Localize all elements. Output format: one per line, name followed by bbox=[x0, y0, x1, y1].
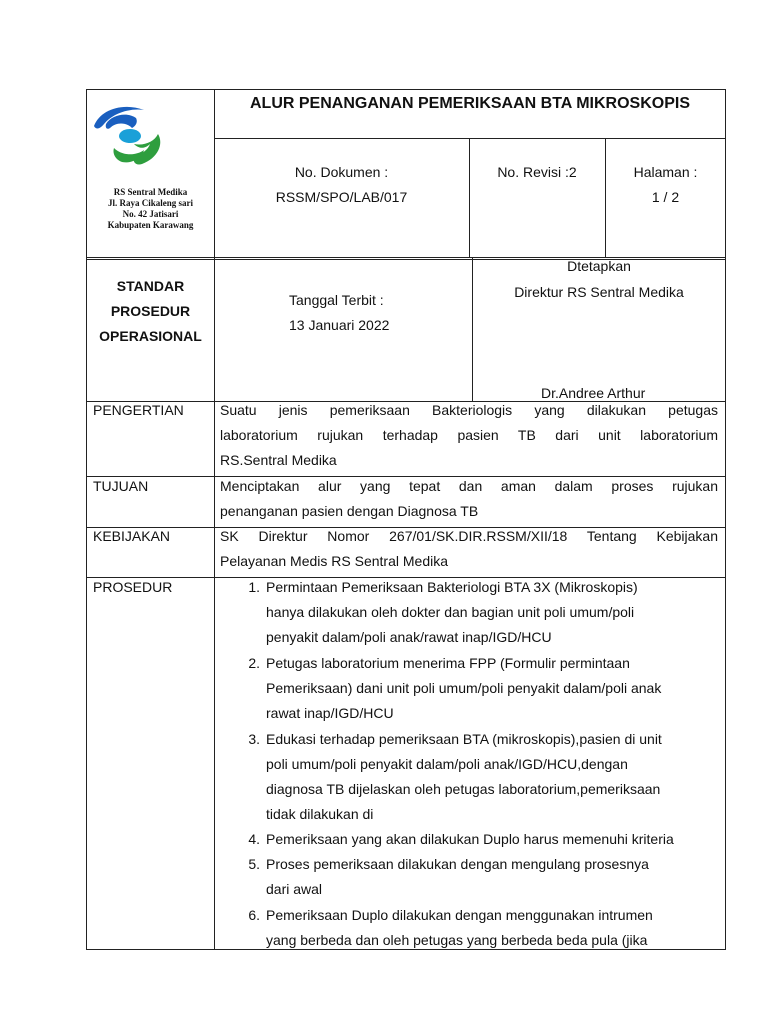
prosedur-item-2-line-1: Petugas laboratorium menerima FPP (Formulir permintaan bbox=[266, 655, 630, 671]
hospital-logo-icon bbox=[92, 104, 174, 172]
sop-label-line-2: PROSEDUR bbox=[110, 303, 191, 319]
prosedur-item-3-line-4: tidak dilakukan di bbox=[266, 806, 374, 822]
page-label: Halaman : bbox=[633, 164, 698, 180]
pengertian-line-1: Suatu jenis pemeriksaan Bakteriologis yang dilakukan petugas bbox=[220, 402, 718, 418]
prosedur-item-2-line-3: rawat inap/IGD/HCU bbox=[266, 705, 394, 721]
prosedur-item-5-number: 5. bbox=[248, 856, 260, 872]
prosedur-item-5-line-1: Proses pemeriksaan dilakukan dengan mengulang prosesnya bbox=[266, 856, 649, 872]
prosedur-label: PROSEDUR bbox=[93, 579, 173, 595]
tujuan-line-2: penanganan pasien dengan Diagnosa TB bbox=[220, 503, 479, 519]
prosedur-item-3-line-3: diagnosa TB dijelaskan oleh petugas laboratorium,pemeriksaan bbox=[266, 781, 661, 797]
prosedur-item-1-line-1: Permintaan Pemeriksaan Bakteriologi BTA 3X (Mikroskopis) bbox=[266, 579, 638, 595]
hospital-address-line-2: No. 42 Jatisari bbox=[122, 209, 179, 219]
prosedur-item-6-line-1: Pemeriksaan Duplo dilakukan dengan menggunakan intrumen bbox=[266, 907, 653, 923]
prosedur-item-1-line-3: penyakit dalam/poli anak/rawat inap/IGD/HCU bbox=[266, 629, 552, 645]
doc-revision-divider bbox=[469, 138, 470, 258]
doc-number-value: RSSM/SPO/LAB/017 bbox=[275, 189, 408, 205]
signer-name: Dr.Andree Arthur bbox=[541, 385, 646, 401]
pengertian-line-3: RS.Sentral Medika bbox=[220, 452, 337, 468]
pengertian-label: PENGERTIAN bbox=[93, 402, 184, 418]
prosedur-item-3-line-2: poli umum/poli penyakit dalam/poli anak/IGD/HCU,dengan bbox=[266, 756, 628, 772]
kebijakan-line-2: Pelayanan Medis RS Sentral Medika bbox=[220, 553, 449, 569]
hospital-address-line-3: Kabupaten Karawang bbox=[107, 220, 194, 230]
kebijakan-line-1: SK Direktur Nomor 267/01/SK.DIR.RSSM/XII/18 Tentang Kebijakan bbox=[220, 528, 718, 544]
sop-label-line-3: OPERASIONAL bbox=[99, 328, 202, 344]
logo-column-divider bbox=[214, 89, 215, 950]
kebijakan-label: KEBIJAKAN bbox=[93, 528, 171, 544]
prosedur-item-1-line-2: hanya dilakukan oleh dokter dan bagian unit poli umum/poli bbox=[266, 604, 635, 620]
prosedur-item-2-number: 2. bbox=[248, 655, 260, 671]
tujuan-line-1: Menciptakan alur yang tepat dan aman dalam proses rujukan bbox=[220, 478, 718, 494]
hospital-address-line-1: Jl. Raya Cikaleng sari bbox=[107, 198, 193, 208]
prosedur-item-4-line-1: Pemeriksaan yang akan dilakukan Duplo harus memenuhi kriteria bbox=[266, 831, 674, 847]
revision-number: No. Revisi :2 bbox=[497, 164, 577, 180]
doc-number-label: No. Dokumen : bbox=[294, 164, 389, 180]
prosedur-item-3-number: 3. bbox=[248, 731, 260, 747]
title-row-divider bbox=[214, 138, 726, 139]
issued-date-label: Tanggal Terbit : bbox=[289, 292, 384, 308]
prosedur-item-1-number: 1. bbox=[248, 579, 260, 595]
sop-label-line-1: STANDAR bbox=[116, 278, 185, 294]
prosedur-item-4-number: 4. bbox=[248, 831, 260, 847]
ditetapkan-label: Dtetapkan bbox=[567, 258, 631, 274]
director-title: Direktur RS Sentral Medika bbox=[514, 284, 684, 300]
prosedur-item-6-number: 6. bbox=[248, 907, 260, 923]
hospital-name: RS Sentral Medika bbox=[113, 187, 188, 197]
prosedur-item-6-line-2: yang berbeda dan oleh petugas yang berbeda beda pula (jika bbox=[266, 932, 648, 948]
document-title: ALUR PENANGANAN PEMERIKSAAN BTA MIKROSKOPIS bbox=[249, 95, 690, 112]
prosedur-item-3-line-1: Edukasi terhadap pemeriksaan BTA (mikroskopis),pasien di unit bbox=[266, 731, 662, 747]
page-value: 1 / 2 bbox=[651, 189, 680, 205]
pengertian-line-2: laboratorium rujukan terhadap pasien TB dari unit laboratorium bbox=[220, 427, 718, 443]
tujuan-label: TUJUAN bbox=[93, 478, 149, 494]
issued-date-value: 13 Januari 2022 bbox=[289, 317, 390, 333]
prosedur-item-5-line-2: dari awal bbox=[266, 881, 323, 897]
prosedur-item-2-line-2: Pemeriksaan) dani unit poli umum/poli penyakit dalam/poli anak bbox=[266, 680, 662, 696]
hospital-address bbox=[87, 187, 214, 231]
